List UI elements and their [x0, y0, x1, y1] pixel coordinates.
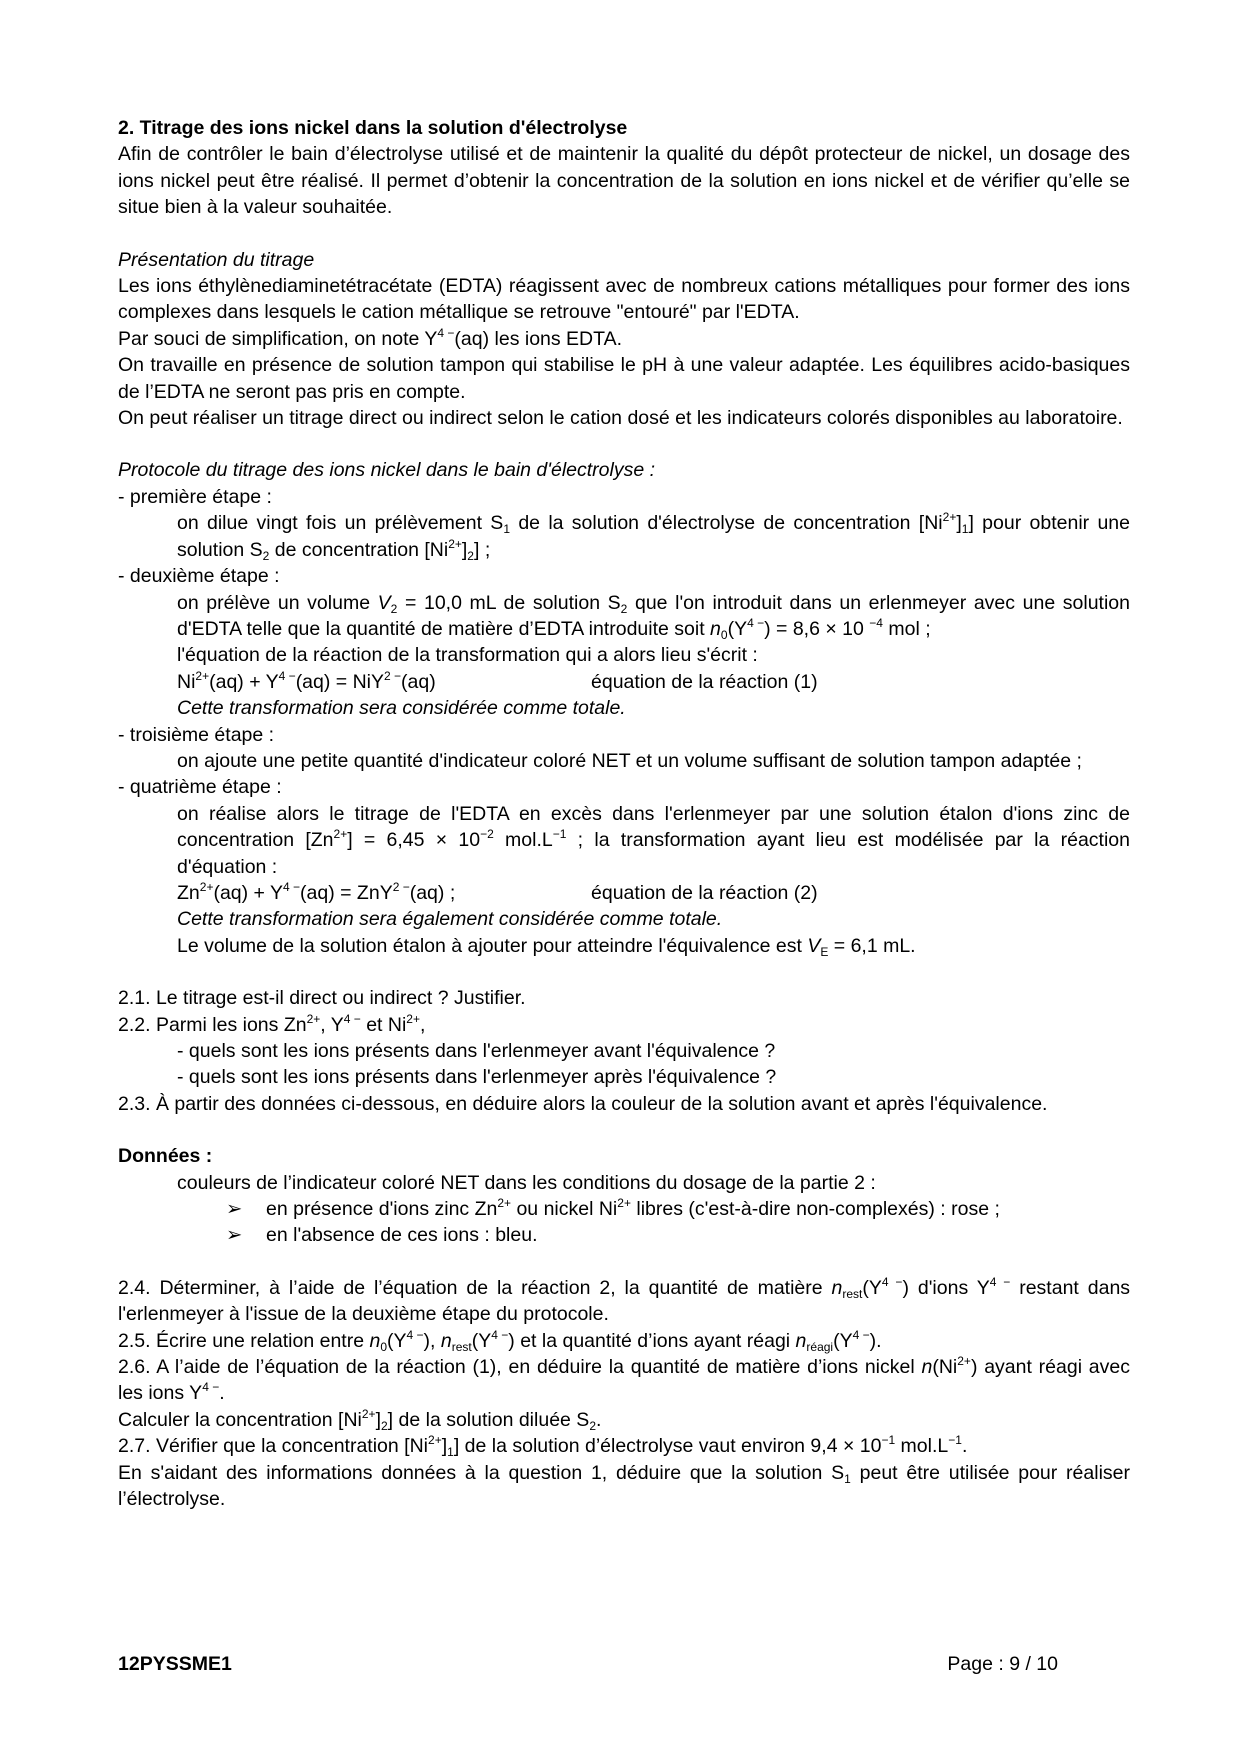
equation-2-note: Cette transformation sera également considérée comme totale.	[177, 908, 723, 931]
question-2-2-sub1: - quels sont les ions présents dans l'erlenmeyer avant l'équivalence ?	[177, 1040, 776, 1062]
donnees-heading: Données :	[118, 1145, 213, 1168]
equation-1-label: équation de la réaction (1)	[591, 670, 818, 693]
arrow-bullet-icon: ➢	[226, 1224, 243, 1247]
step3-label: - troisième étape :	[118, 723, 275, 746]
question-2-7-followup: En s'aidant des informations données à la question 1, déduire que la solution $S_1$ peut être utilisée pour réaliser l’électrolyse.	[118, 1461, 1130, 1511]
question-2-6: 2.6. A l’aide de l’équation de la réaction (1), en déduire la quantité de matière d’ions nickel $n(Ni^{2+})$ ayant réagi avec les ions $Y^{4 -}$.	[118, 1354, 1130, 1405]
document-body	[118, 115, 1130, 1513]
equation-1: $Ni^{2+}(aq) + Y^{4 -}(aq) = NiY^{2 -}(aq)$ équation de la réaction (1)	[118, 669, 1130, 695]
equation-1-note: Cette transformation sera considérée comme totale.	[177, 697, 626, 720]
protocol-heading: Protocole du titrage des ions nickel dans le bain d'électrolyse :	[118, 459, 656, 482]
presentation-p1: Les ions éthylènediaminetétracétate (EDTA) réagissent avec de nombreux cations métalliques pour former des ions complexes dans lesquels le cation métallique se retrouve "entouré" par l'EDTA.	[118, 275, 1130, 324]
question-2-4: 2.4. Déterminer, à l’aide de l’équation de la réaction 2, la quantité de matière $n_{rest}(Y^{4 -})$ d'ions $Y^{4 -}$ restant dans l'erlenmeyer à l'issue de la deuxième étape du protocole.	[118, 1274, 1131, 1326]
question-2-5: 2.5. Écrire une relation entre $n_0(Y^{4 -})$, $n_{rest}(Y^{4 -})$ et la quantité d’ions ayant réagi $n_{réagi}(Y^{4 -})$.	[118, 1327, 882, 1354]
presentation-p3: On travaille en présence de solution tampon qui stabilise le pH à une valeur adaptée. Les équilibres acido-basiques de l’EDTA ne seront pas pris en compte.	[118, 354, 1130, 403]
step4-text: on réalise alors le titrage de l'EDTA en excès dans l'erlenmeyer par une solution étalon d'ions zinc de concentration $[Zn^{2+}] = 6,45 \times 10^{-2}$ $mol.L^{-1}$ ; la transformation ayant lieu est modélisée par la réaction d'équation :	[177, 802, 1130, 878]
donnees-bullet-1: ➢ en présence d'ions zinc $Zn^{2+}$ ou nickel $Ni^{2+}$ libres (c'est-à-dire non-complexés) : rose ;	[118, 1196, 1130, 1222]
step1-text: on dilue vingt fois un prélèvement $S_1$ de la solution d'électrolyse de concentration $[Ni^{2+}]_1$] pour obtenir une solution $S_2$ de concentration $[Ni^{2+}]_2$] ;	[177, 510, 1130, 563]
arrow-bullet-icon: ➢	[226, 1198, 243, 1221]
presentation-p4: On peut réaliser un titrage direct ou indirect selon le cation dosé et les indicateurs colorés disponibles au laboratoire.	[118, 407, 1123, 430]
equation-2: $Zn^{2+}(aq) + Y^{4 -}(aq) = ZnY^{2 -}(aq)$ ; équation de la réaction (2)	[118, 880, 1130, 906]
equation-2-label: équation de la réaction (2)	[591, 881, 818, 904]
donnees-bullet-2: ➢ en l'absence de ces ions : bleu.	[118, 1222, 1130, 1248]
page-number: Page : 9 / 10	[947, 1653, 1058, 1675]
step2-text: on prélève un volume $V_2 = 10,0$ mL de solution $S_2$ que l'on introduit dans un erlenmeyer avec une solution d'EDTA telle que la quantité de matière d’EDTA introduite soit $n_0(Y^{4 -}) = 8,6 \times 10$ $^{-4}$ mol ;	[177, 591, 1130, 642]
question-2-3: 2.3. À partir des données ci-dessous, en déduire alors la couleur de la solution avant et après l'équivalence.	[118, 1092, 1048, 1115]
step3-text: on ajoute une petite quantité d'indicateur coloré NET et un volume suffisant de solution tampon adaptée ;	[177, 749, 1082, 772]
document-code: 12PYSSME1	[118, 1653, 232, 1675]
question-2-2-sub2: - quels sont les ions présents dans l'erlenmeyer après l'équivalence ?	[177, 1066, 777, 1089]
presentation-p2: Par souci de simplification, on note $Y^{4 -}(aq)$ les ions EDTA.	[118, 325, 623, 350]
equivalence-volume: Le volume de la solution étalon à ajouter pour atteindre l'équivalence est $V_E = 6,1$ mL.	[177, 934, 916, 959]
question-2-1: 2.1. Le titrage est-il direct ou indirect ? Justifier.	[118, 987, 526, 1010]
question-2-2: 2.2. Parmi les ions $Zn^{2+}$, $Y^{4 -}$ et $Ni^{2+}$,	[118, 1011, 426, 1036]
step1-label: - première étape :	[118, 485, 272, 508]
section-title: 2. Titrage des ions nickel dans la solution d'électrolyse	[118, 117, 628, 139]
question-2-6-calc: Calculer la concentration $[Ni^{2+}]_2$] de la solution diluée $S_2$.	[118, 1406, 602, 1433]
donnees-intro: couleurs de l’indicateur coloré NET dans les conditions du dosage de la partie 2 :	[177, 1171, 876, 1194]
presentation-heading: Présentation du titrage	[118, 248, 315, 271]
intro-paragraph: Afin de contrôler le bain d’électrolyse utilisé et de maintenir la qualité du dépôt protecteur de nickel, un dosage des ions nickel peut être réalisé. Il permet d’obtenir la concentration de la solution en ions nickel et de vérifier qu’elle se situe bien à la valeur souhaitée.	[118, 143, 1130, 219]
step4-label: - quatrième étape :	[118, 776, 282, 799]
step2-eq-intro: l'équation de la réaction de la transformation qui a alors lieu s'écrit :	[177, 644, 758, 667]
step2-label: - deuxième étape :	[118, 565, 280, 588]
question-2-7: 2.7. Vérifier que la concentration $[Ni^{2+}]_1$] de la solution d’électrolyse vaut environ $9,4 \times 10^{-1}$ $mol.L^{-1}$.	[118, 1433, 968, 1460]
